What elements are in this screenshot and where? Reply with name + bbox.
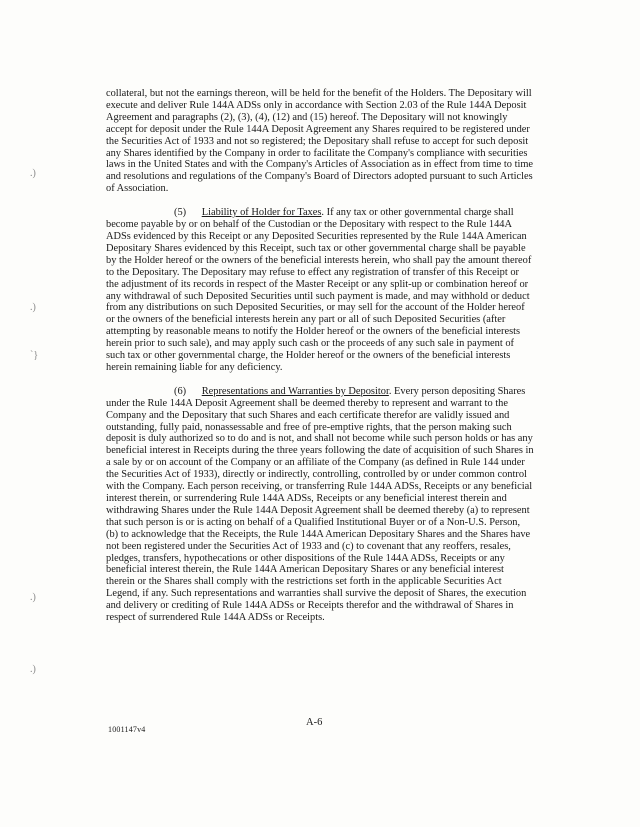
scan-mark: `} — [30, 350, 39, 361]
scan-mark: .) — [30, 664, 36, 675]
section-6-heading: Representations and Warranties by Depositor — [201, 385, 389, 397]
section-5-heading: Liability of Holder for Taxes — [201, 207, 322, 219]
scan-mark: .) — [30, 168, 36, 179]
section-5-number: (5) — [174, 207, 187, 219]
paragraph-section-6 — [106, 386, 534, 624]
paragraph-section-5 — [106, 207, 534, 374]
section-6-number: (6) — [174, 385, 187, 397]
section-6-text: . Every person depositing Shares under the Rule 144A Deposit Agreement shall be deemed thereby to represent and warrant to the Company and the Depositary that such Shares and each certificate therefor are validly issued and outstanding, fully paid, nonassessable and free of pre-emptive rights, that the person making such deposit is duly authorized so to do and is not, and shall not become while such person holds or has any beneficial interest in Receipts during the three years following the date of acquisition of such Shares in a sale by or on account of the Company or an affiliate of the Company (as defined in Rule 144 under the Securities Act of 1933), directly or indirectly, controlling, controlled by or under common control with the Company. Each person receiving, or transferring Rule 144A ADSs, Receipts or any beneficial interest therein, or surrendering Rule 144A ADSs, Receipts or any beneficial interest therein and withdrawing Shares under the Rule 144A Deposit Agreement shall be deemed thereby (a) to represent that such person is or is acting on behalf of a Qualified Institutional Buyer or of a Non-U.S. Person, (b) to acknowledge that the Receipts, the Rule 144A American Depositary Shares and the Shares have not been registered under the Securities Act of 1933 and (c) to covenant that any reoffers, resales, pledges, transfers, hypothecations or other dispositions of the Rule 144A ADSs, Receipts or any beneficial interest therein, the Rule 144A American Depositary Shares or any beneficial interest therein or the Shares shall comply with the restrictions set forth in the applicable Securities Act Legend, if any. Such representations and warranties shall survive the deposit of Shares, the execution and delivery or crediting of Rule 144A ADSs or Receipts therefor and the withdrawal of Shares in respect of surrendered Rule 144A ADSs or Receipts. — [106, 385, 534, 624]
section-5-text: . If any tax or other governmental charge shall become payable by or on behalf of the Custodian or the Depositary with respect to the Rule 144A ADSs evidenced by this Receipt or any Deposited Securities represented by the Rule 144A American Depositary Shares evidenced by this Receipt, such tax or other governmental charge shall be payable by the Holder hereof or the owners of the beneficial interests herein, who shall pay the amount thereof to the Depositary. The Depositary may refuse to effect any registration of transfer of this Receipt or the adjustment of its records in respect of the Master Receipt or any split-up or combination hereof or any withdrawal of such Deposited Securities until such payment is made, and may withhold or deduct from any distributions on such Deposited Securities, or may sell for the account of the Holder hereof or the owners of the beneficial interests herein any part or all of such Deposited Securities (after attempting by reasonable means to notify the Holder hereof or the owners of the beneficial interests herein prior to such sale), and may apply such cash or the proceeds of any such sale in payment of such tax or other governmental charge, the Holder hereof or the owners of the beneficial interests herein remaining liable for any deficiency. — [106, 207, 532, 373]
scan-mark: .) — [30, 302, 36, 313]
paragraph-intro: collateral, but not the earnings thereon, will be held for the benefit of the Holders. The Depositary will execute and deliver Rule 144A ADSs only in accordance with Section 2.03 of the Rule 144A Deposit Agreement and paragraphs (2), (3), (4), (12) and (15) hereof. The Depositary will not knowingly accept for deposit under the Rule 144A Deposit Agreement any Shares required to be registered under the Securities Act of 1933 and not so registered; the Depositary shall refuse to accept for such deposit any Shares identified by the Company in order to facilitate the Company's compliance with securities laws in the United States and with the Company's Articles of Association as in effect from time to time and resolutions and regulations of the Company's Board of Directors adopted pursuant to such Articles of Association. — [106, 88, 534, 195]
page-number: A-6 — [306, 717, 323, 728]
scan-mark: .) — [30, 592, 36, 603]
document-id: 1001147v4 — [108, 725, 146, 734]
document-body — [106, 88, 534, 624]
